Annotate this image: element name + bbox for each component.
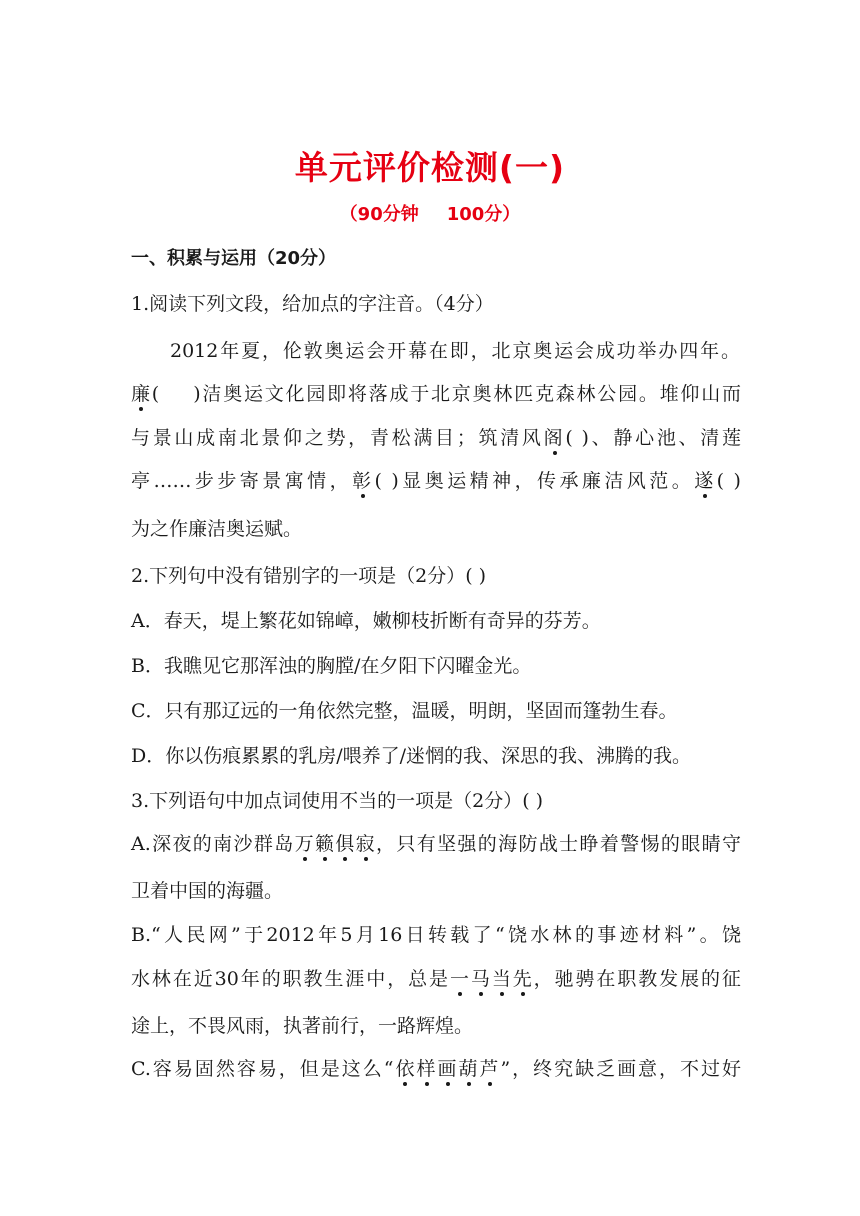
dotted-char: 寂 bbox=[355, 833, 377, 855]
exam-score: 100分） bbox=[446, 204, 521, 225]
section-heading: 一、积累与运用（20分） bbox=[131, 248, 337, 269]
dotted-phrase bbox=[393, 1058, 500, 1080]
dotted-phrase bbox=[295, 833, 376, 855]
question-3-stem: 3.下列语句中加点词使用不当的一项是（2分）( ) bbox=[131, 790, 544, 812]
dotted-char: 依 bbox=[393, 1058, 417, 1080]
question-1-line-2: 廉( )洁奥运文化园即将落成于北京奥林匹克森林公园。堆仰山而 bbox=[131, 383, 741, 405]
question-3-option-c-line-1: C.容易固然容易，但是这么“依样画葫芦”，终究缺乏画意，不过好 bbox=[131, 1058, 741, 1080]
question-2-option-b: B．我瞧见它那浑浊的胸膛/在夕阳下闪曜金光。 bbox=[131, 655, 532, 677]
dotted-phrase bbox=[450, 968, 534, 990]
question-1-line-3: 与景山成南北景仰之势，青松满目；筑清风阁( )、静心池、清莲 bbox=[131, 427, 741, 449]
exam-time: （90分钟 bbox=[339, 204, 419, 225]
question-3-option-b-line-3: 途上，不畏风雨，执著前行，一路辉煌。 bbox=[131, 1015, 474, 1037]
dotted-char: 葫 bbox=[458, 1058, 480, 1080]
dotted-char: 当 bbox=[491, 968, 513, 990]
question-1-stem: 1.阅读下列文段，给加点的字注音。（4分） bbox=[131, 293, 494, 315]
question-1-line-4: 亭……步步寄景寓情，彰( )显奥运精神，传承廉洁风范。遂( ) bbox=[131, 470, 741, 492]
question-3-option-b-line-2: 水林在近30年的职教生涯中，总是一马当先，驰骋在职教发展的征 bbox=[131, 968, 741, 990]
question-3-option-a-line-1: A.深夜的南沙群岛万籁俱寂，只有坚强的海防战士睁着警惕的眼睛守 bbox=[131, 833, 741, 855]
question-3-option-b-line-1: B.“人民网”于2012年5月16日转载了“饶水林的事迹材料”。饶 bbox=[131, 924, 741, 946]
page-title: 单元评价检测(一) bbox=[294, 148, 566, 187]
dotted-char: 芦 bbox=[479, 1058, 501, 1080]
question-1-line-1: 2012年夏，伦敦奥运会开幕在即，北京奥运会成功举办四年。 bbox=[170, 340, 740, 362]
dotted-char: 阁 bbox=[543, 427, 566, 449]
question-2-stem: 2.下列句中没有错别字的一项是（2分）( ) bbox=[131, 565, 487, 587]
question-2-option-d: D．你以伤痕累累的乳房/喂养了/迷惘的我、深思的我、沸腾的我。 bbox=[131, 745, 692, 767]
dotted-char: 彰 bbox=[352, 470, 375, 492]
dotted-char: 一 bbox=[449, 968, 471, 990]
question-3-option-a-line-2: 卫着中国的海疆。 bbox=[131, 880, 284, 902]
question-1-line-5: 为之作廉洁奥运赋。 bbox=[131, 518, 303, 540]
dotted-char: 画 bbox=[437, 1058, 459, 1080]
dotted-char: 马 bbox=[470, 968, 492, 990]
dotted-char: 遂 bbox=[694, 470, 717, 492]
dotted-char: 廉 bbox=[131, 383, 152, 405]
dotted-char: 万 bbox=[294, 833, 315, 855]
dotted-char: 籁 bbox=[314, 833, 336, 855]
dotted-char: 样 bbox=[416, 1058, 438, 1080]
question-2-option-c: C．只有那辽远的一角依然完整，温暖，明朗，坚固而篷勃生春。 bbox=[131, 700, 678, 722]
dotted-char: 俱 bbox=[335, 833, 356, 855]
question-2-option-a: A．春天，堤上繁花如锦嶂，嫩柳枝折断有奇异的芬芳。 bbox=[131, 610, 601, 632]
page-subtitle bbox=[0, 200, 860, 226]
dotted-char: 先 bbox=[512, 968, 534, 990]
